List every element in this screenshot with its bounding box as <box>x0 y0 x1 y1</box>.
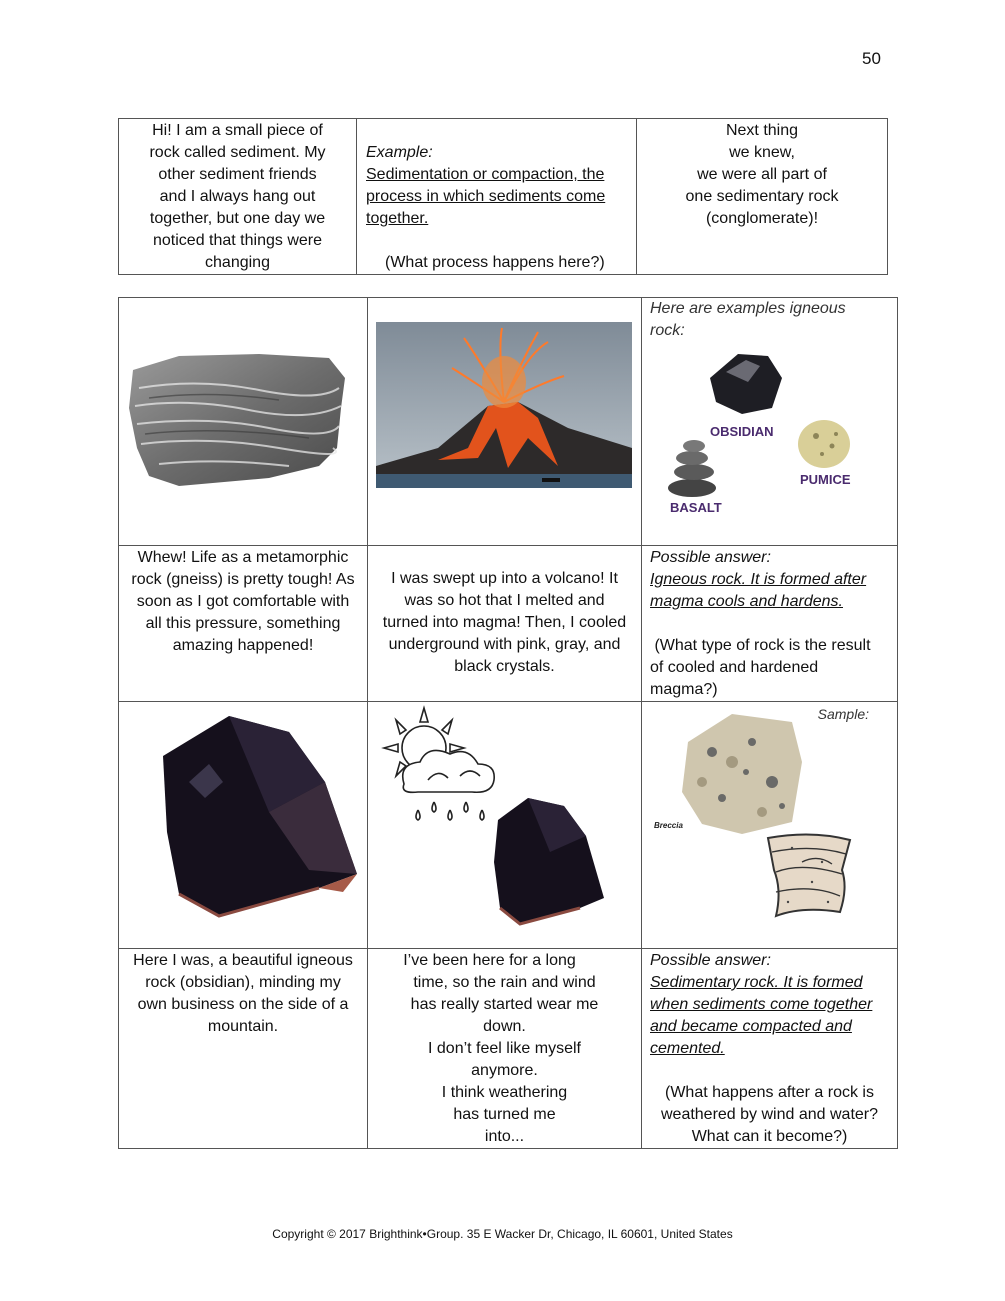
question-line: (What happens after a rock is <box>665 1084 874 1101</box>
gneiss-text-cell <box>119 546 368 702</box>
text-line: has really started wear me <box>410 996 599 1013</box>
text-line: together, but one day we <box>149 210 326 227</box>
text-line: mountain. <box>207 1018 279 1035</box>
volcano-image <box>368 298 642 538</box>
volcano-image-cell <box>368 298 642 546</box>
gneiss-image-cell <box>119 298 368 546</box>
text-line: I think weathering <box>441 1084 568 1101</box>
igneous-answer-cell <box>642 546 898 702</box>
text-line: noticed that things were <box>153 232 322 249</box>
page-number: 50 <box>862 49 881 68</box>
copyright-footer: Copyright © 2017 Brighthink•Group. 35 E Wacker Dr, Chicago, IL 60601, United States <box>272 1227 733 1241</box>
text-line: I was swept up into a volcano! It <box>391 570 618 587</box>
text-line: own business on the side of a <box>137 996 349 1013</box>
answer-line: and became compacted and <box>650 1018 852 1035</box>
text-line: amazing happened! <box>172 637 314 654</box>
question-line: What can it become?) <box>691 1128 848 1145</box>
question-line: of cooled and hardened <box>650 659 819 676</box>
volcano-text-cell <box>368 546 642 702</box>
text-line: changing <box>205 254 270 271</box>
gneiss-rock-image <box>119 298 368 538</box>
text-line: underground with pink, gray, and <box>388 636 621 653</box>
text-line: down. <box>483 1018 526 1035</box>
sedimentary-answer-cell <box>642 949 898 1149</box>
question-line: (What type of rock is the result <box>650 637 871 654</box>
answer-label: Possible answer: <box>650 549 771 566</box>
text-line: rock (gneiss) is pretty tough! As <box>131 571 355 588</box>
basalt-label: BASALT <box>670 500 722 515</box>
weathering-image <box>368 702 642 941</box>
text-line: time, so the rain and wind <box>413 974 596 991</box>
obsidian-text-cell <box>119 949 368 1149</box>
text-line: one sedimentary rock <box>685 188 839 205</box>
story-table-main <box>118 297 898 1149</box>
answer-line: Igneous rock. It is formed after <box>650 571 867 588</box>
answer-line: magma cools and hardens. <box>650 593 843 610</box>
sedimentary-sample-image <box>642 702 898 941</box>
igneous-examples-image <box>642 342 898 538</box>
igneous-caption-line: rock: <box>650 322 685 339</box>
text-line: I’ve been here for a long <box>403 952 576 969</box>
text-line: rock called sediment. My <box>149 144 326 161</box>
text-line: has turned me <box>453 1106 556 1123</box>
top-cell-sediment <box>119 119 357 275</box>
text-line: Hi! I am a small piece of <box>152 122 323 139</box>
text-line: turned into magma! Then, I cooled <box>382 614 627 631</box>
obsidian-image-cell <box>119 702 368 949</box>
breccia-label: Breccia <box>654 821 683 830</box>
text-line: I don’t feel like myself <box>428 1040 581 1057</box>
question-line: magma?) <box>650 681 718 698</box>
sample-label: Sample: <box>817 706 869 722</box>
igneous-caption-line: Here are examples igneous <box>650 300 846 317</box>
text-line: Whew! Life as a metamorphic <box>137 549 349 566</box>
text-line: other sediment friends <box>158 166 317 183</box>
text-line: we knew, <box>729 144 795 161</box>
text-line: all this pressure, something <box>145 615 341 632</box>
text-line: Here I was, a beautiful igneous <box>133 952 353 969</box>
text-line: and I always hang out <box>159 188 316 205</box>
text-line: black crystals. <box>454 658 555 675</box>
pumice-label: PUMICE <box>800 472 851 487</box>
story-table-top <box>118 118 888 275</box>
igneous-examples-cell <box>642 298 898 546</box>
text-line: into... <box>484 1128 525 1145</box>
top-cell-conglomerate <box>637 119 888 275</box>
obsidian-rock-image <box>119 702 368 941</box>
text-line: anymore. <box>471 1062 538 1079</box>
top-cell-example <box>357 119 637 275</box>
obsidian-label: OBSIDIAN <box>710 424 774 439</box>
weathering-text-cell <box>368 949 642 1149</box>
example-answer-line: process in which sediments come <box>366 188 606 205</box>
text-line: (conglomerate)! <box>705 210 819 227</box>
answer-line: cemented. <box>650 1040 725 1057</box>
weathering-image-cell <box>368 702 642 949</box>
sample-image-cell <box>642 702 898 949</box>
example-answer-line: together. <box>366 210 429 227</box>
example-label: Example: <box>366 144 433 161</box>
text-line: rock (obsidian), minding my <box>145 974 341 991</box>
answer-label: Possible answer: <box>650 952 771 969</box>
text-line: Next thing <box>725 122 799 139</box>
text-line: we were all part of <box>697 166 827 183</box>
example-question: (What process happens here?) <box>385 254 605 271</box>
answer-line: Sedimentary rock. It is formed <box>650 974 863 991</box>
example-answer-line: Sedimentation or compaction, the <box>366 166 605 183</box>
text-line: soon as I got comfortable with <box>136 593 350 610</box>
answer-line: when sediments come together <box>650 996 873 1013</box>
question-line: weathered by wind and water? <box>660 1106 879 1123</box>
text-line: was so hot that I melted and <box>404 592 605 609</box>
